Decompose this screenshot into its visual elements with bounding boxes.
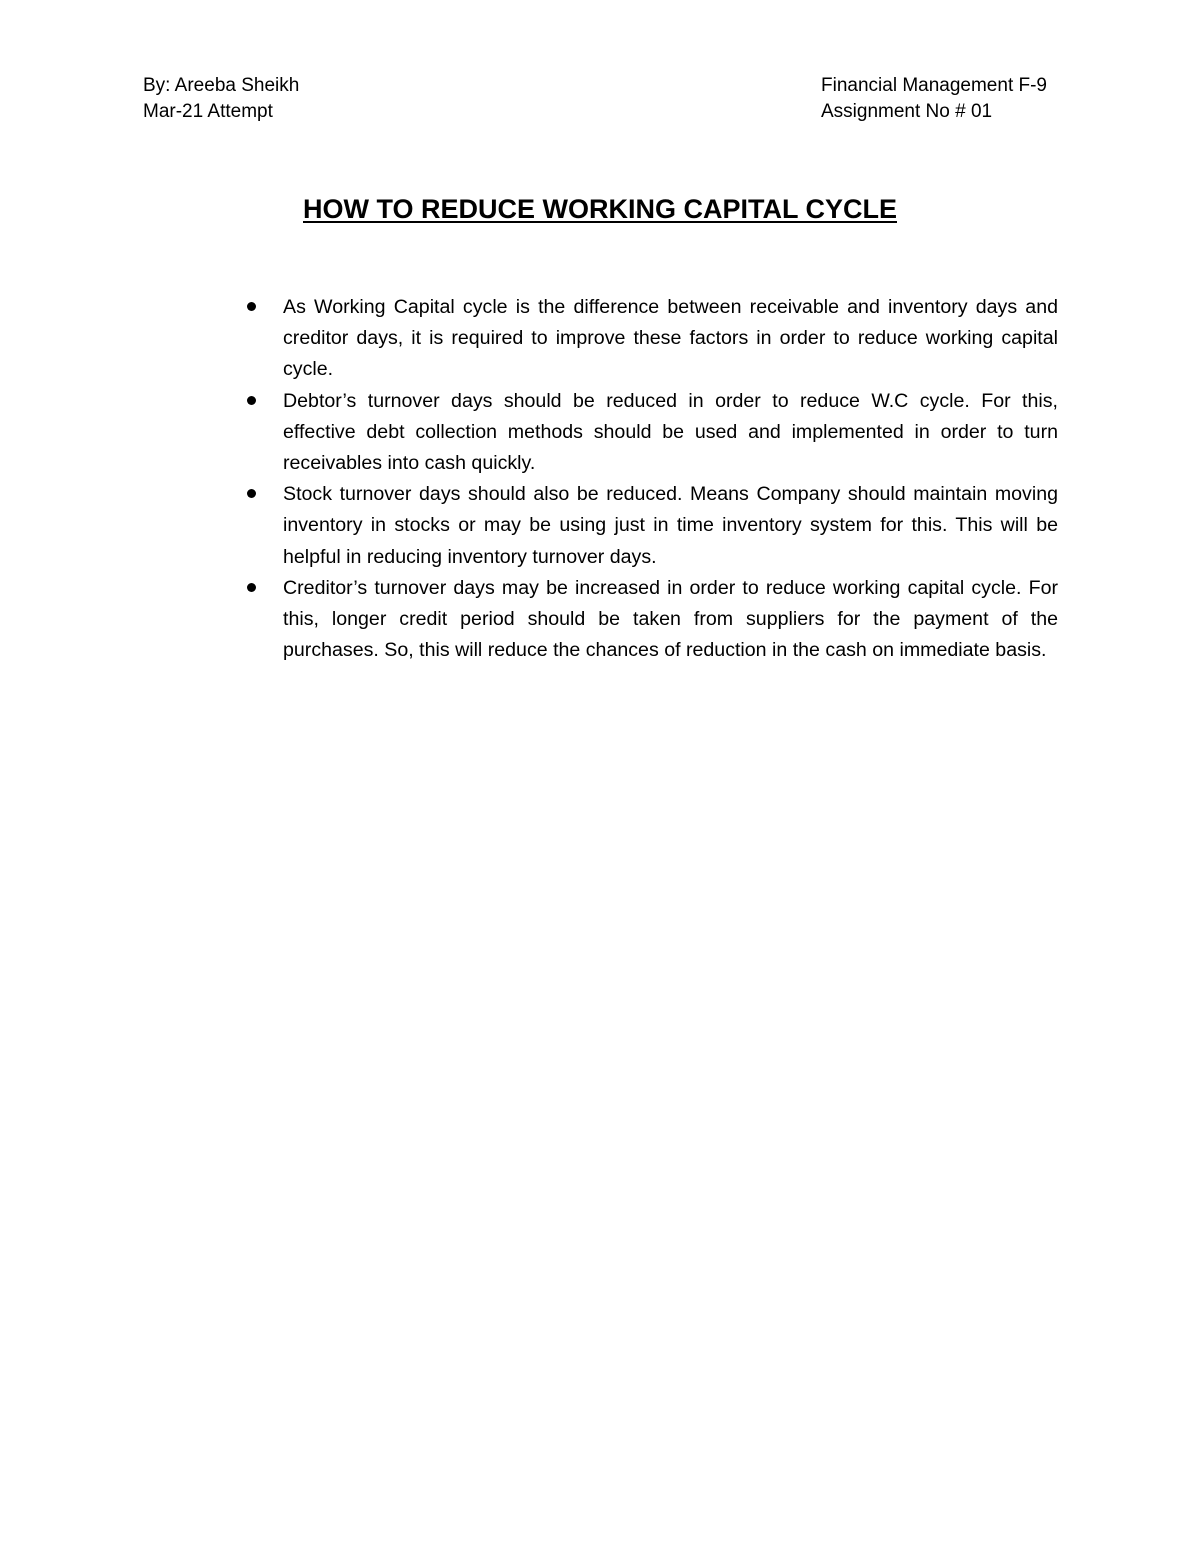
bullet-item: [283, 292, 1058, 386]
document-title-container: [0, 193, 1200, 225]
bullet-dot-icon: [247, 302, 256, 311]
bullet-list: [283, 292, 1058, 666]
bullet-dot-icon: [247, 396, 256, 405]
author-line: By: Areeba Sheikh: [143, 75, 300, 96]
document-title: HOW TO REDUCE WORKING CAPITAL CYCLE: [303, 194, 897, 224]
bullet-dot-icon: [247, 489, 256, 498]
bullet-dot-icon: [247, 583, 256, 592]
assignment-line: Assignment No # 01: [821, 101, 993, 122]
bullet-text: Debtor’s turnover days should be reduced in order to reduce W.C cycle. For this, effective debt collection methods should be used and implemented in order to turn receivables into cash quickly.: [283, 389, 1058, 475]
bullet-text: Stock turnover days should also be reduced. Means Company should maintain moving inventory in stocks or may be using just in time inventory system for this. This will be helpful in reducing inventory turnover days.: [283, 483, 1058, 568]
subject-line: Financial Management F-9: [821, 75, 1047, 96]
attempt-line: Mar-21 Attempt: [143, 101, 273, 122]
bullet-item: [283, 573, 1058, 667]
bullet-item: [283, 386, 1058, 480]
bullet-text: As Working Capital cycle is the difference between receivable and inventory days and creditor days, it is required to improve these factors in order to reduce working capital cycle.: [283, 296, 1058, 381]
bullet-text: Creditor’s turnover days may be increased in order to reduce working capital cycle. For this, longer credit period should be taken from suppliers for the payment of the purchases. So, this will reduce the chances of reduction in the cash on immediate basis.: [283, 576, 1058, 662]
bullet-item: [283, 479, 1058, 573]
